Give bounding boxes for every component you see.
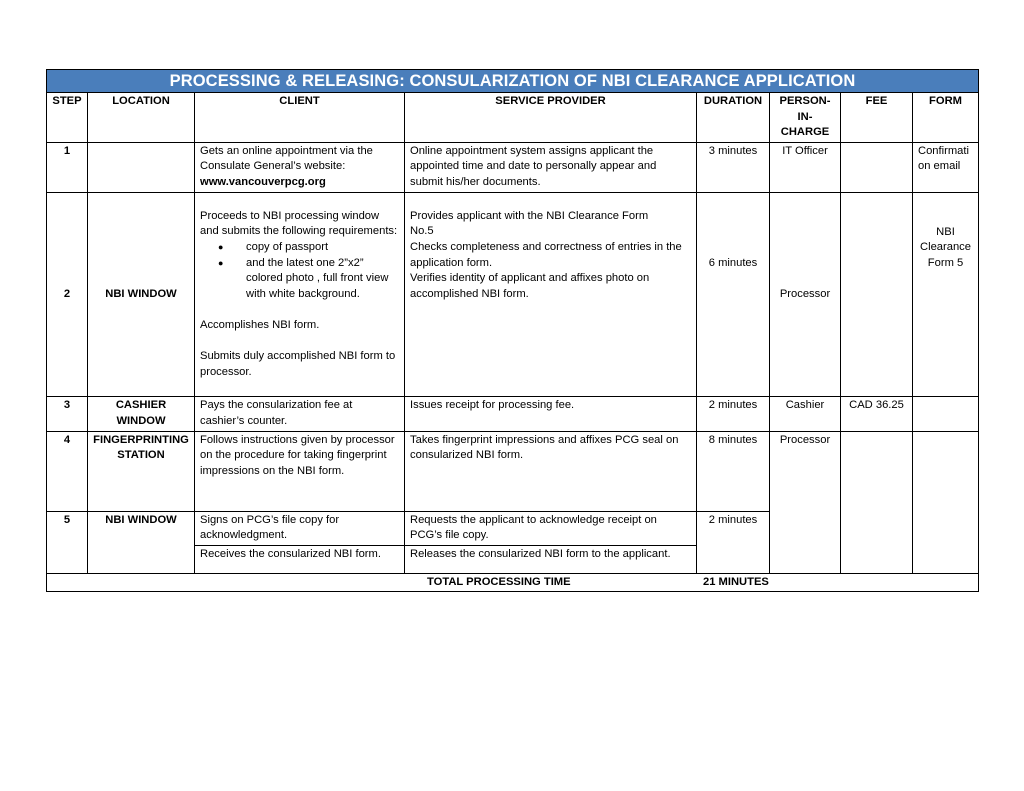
person-in-charge-cell: Cashier xyxy=(770,397,841,431)
table-row xyxy=(47,397,979,431)
duration-cell: 2 minutes xyxy=(697,397,770,431)
table-row xyxy=(47,142,979,192)
location-cell: FINGERPRINTING STATION xyxy=(88,431,195,511)
form-text: NBI Clearance Form 5 xyxy=(920,225,971,269)
total-label: TOTAL PROCESSING TIME xyxy=(427,575,571,588)
location-cell: NBI WINDOW xyxy=(88,511,195,573)
client-paragraph: Submits duly accomplished NBI form to processor. xyxy=(200,350,396,378)
duration-cell: 8 minutes xyxy=(697,431,770,511)
client-cell: Follows instructions given by processor on the procedure for taking fingerprint impressions on the NBI form. xyxy=(195,431,405,511)
step-number: 3 xyxy=(47,397,88,431)
duration-cell: 2 minutes xyxy=(697,511,770,573)
header-service-provider: SERVICE PROVIDER xyxy=(405,93,697,143)
duration-cell xyxy=(697,192,770,397)
step-number xyxy=(47,192,88,397)
form-cell xyxy=(913,397,979,431)
form-cell: Confirmation email xyxy=(913,142,979,192)
person-in-charge-cell: IT Officer xyxy=(770,142,841,192)
service-provider-cell: Issues receipt for processing fee. xyxy=(405,397,697,431)
step-number: 1 xyxy=(47,142,88,192)
table-row xyxy=(47,192,979,397)
table-title: PROCESSING & RELEASING: CONSULARIZATION OF NBI CLEARANCE APPLICATION xyxy=(47,70,979,93)
total-row xyxy=(47,573,979,591)
client-intro: Proceeds to NBI processing window and submits the following requirements: xyxy=(200,209,398,238)
client-cell: Signs on PCG’s file copy for acknowledgment. xyxy=(195,511,405,545)
service-provider-cell: Online appointment system assigns applicant the appointed time and date to personally appear and submit his/her documents. xyxy=(405,142,697,192)
service-provider-cell xyxy=(405,192,697,397)
provider-line: Verifies identity of applicant and affixes photo on accomplished NBI form. xyxy=(410,272,650,300)
provider-line: Checks completeness and correctness of entries in the application form. xyxy=(410,240,682,269)
person-in-charge-cell: Processor xyxy=(770,431,841,573)
header-location: LOCATION xyxy=(88,93,195,143)
list-item: ● and the latest one 2”x2” colored photo , full front view with white background. xyxy=(232,256,399,303)
service-provider-cell: Requests the applicant to acknowledge receipt on PCG’s file copy. xyxy=(405,511,697,545)
person-text: Processor xyxy=(779,287,831,300)
fee-cell: CAD 36.25 xyxy=(841,397,913,431)
header-step: STEP xyxy=(47,93,88,143)
location-cell xyxy=(88,192,195,397)
duration-cell: 3 minutes xyxy=(697,142,770,192)
fee-cell xyxy=(841,431,913,573)
service-provider-cell: Releases the consularized NBI form to the applicant. xyxy=(405,545,697,573)
client-cell xyxy=(195,192,405,397)
total-cell xyxy=(47,573,979,591)
requirements-list xyxy=(200,240,399,302)
client-cell: Receives the consularized NBI form. xyxy=(195,545,405,573)
location-cell xyxy=(88,142,195,192)
header-row xyxy=(47,93,979,143)
form-cell xyxy=(913,431,979,573)
location-text: NBI WINDOW xyxy=(105,287,177,300)
list-item: ● copy of passport xyxy=(232,240,399,256)
header-client: CLIENT xyxy=(195,93,405,143)
document-page xyxy=(46,69,978,592)
website-link[interactable]: www.vancouverpcg.org xyxy=(200,175,326,188)
provider-line: Provides applicant with the NBI Clearance Form No.5 xyxy=(410,209,649,238)
location-cell: CASHIER WINDOW xyxy=(88,397,195,431)
service-provider-cell: Takes fingerprint impressions and affixes PCG seal on consularized NBI form. xyxy=(405,431,697,511)
step-number: 4 xyxy=(47,431,88,511)
form-cell xyxy=(913,192,979,397)
duration-text: 6 minutes xyxy=(708,256,758,269)
header-duration: DURATION xyxy=(697,93,770,143)
table-row xyxy=(47,431,979,511)
header-form: FORM xyxy=(913,93,979,143)
header-person-in-charge: PERSON-IN-CHARGE xyxy=(770,93,841,143)
process-table xyxy=(46,69,979,592)
client-cell: Pays the consularization fee at cashier’s counter. xyxy=(195,397,405,431)
total-value: 21 MINUTES xyxy=(703,575,769,588)
fee-cell xyxy=(841,142,913,192)
step-number-text: 2 xyxy=(63,287,71,300)
fee-cell xyxy=(841,192,913,397)
client-paragraph: Accomplishes NBI form. xyxy=(200,318,320,331)
person-in-charge-cell xyxy=(770,192,841,397)
client-cell xyxy=(195,142,405,192)
step-number: 5 xyxy=(47,511,88,573)
client-text: Gets an online appointment via the Consulate General’s website: xyxy=(200,144,373,173)
header-fee: FEE xyxy=(841,93,913,143)
